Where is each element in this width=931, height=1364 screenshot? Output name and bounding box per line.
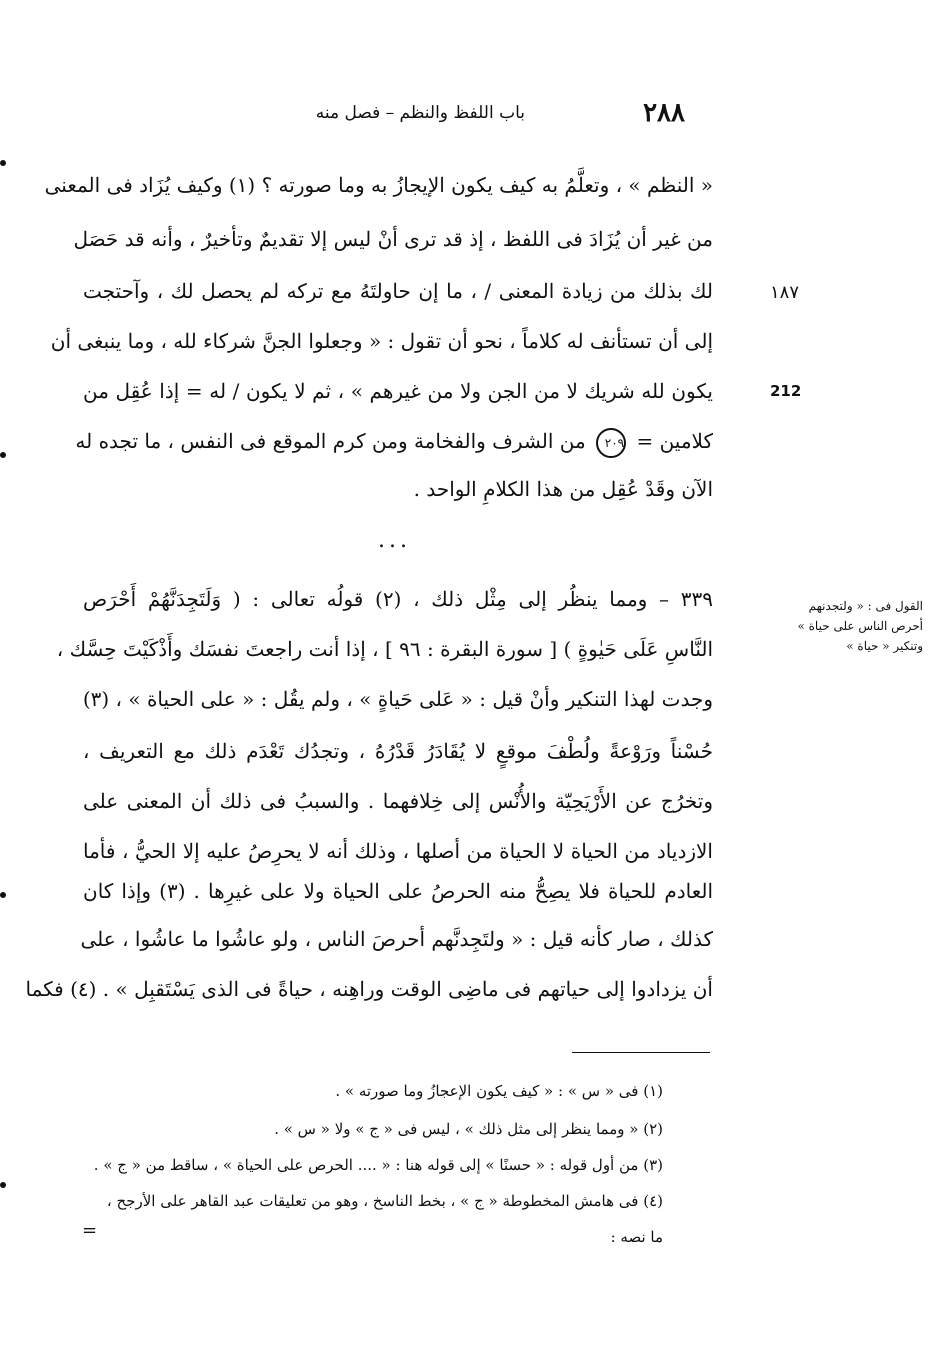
running-title: باب اللفظ والنظم – فصل منه [315,103,525,123]
text-line: النَّاسِ عَلَى حَيٰوةٍ ) [ سورة البقرة : ٩٦ ] ، إذا أنت راجعتَ نفسَك وأَذْكَيْتَ حِسَّك ، [56,637,713,661]
page-number: ٢٨٨ [643,98,685,128]
scan-dot [0,1182,6,1188]
footnote-rule [572,1052,710,1053]
text-segment: من الشرف والفخامة ومن كرم الموقع فى النفس ، ما تجده له [75,429,586,453]
side-note [723,596,923,656]
text-line: أن يزدادوا إلى حياتهم فى ماضِى الوقت وراهِنه ، حياةً فى الذى يَسْتَقبِل » . (٤) فكما [25,977,713,1001]
side-note-line: القول فى : « ولتجدنهم [808,599,923,613]
side-note-line: وتنكير « حياة » [846,639,923,653]
footnote: (٤) فى هامش المخطوطة « ج » ، بخط الناسخ ، وهو من تعليقات عبد القاهر على الأرجح ، [106,1192,663,1210]
text-line: وجدت لهذا التنكير وأنْ قيل : « عَلى حَياةٍ » ، ولم يقُل : « على الحياة » ، (٣) [82,687,713,711]
text-line: كذلك ، صار كأنه قيل : « ولتَجِدنَّهم أحرصَ الناس ، ولو عاشُوا ما عاشُوا ، على [80,927,713,951]
text-line: الآن وقَدْ عُقِل من هذا الكلامِ الواحد . [413,477,713,501]
page-header [290,98,685,134]
footnote: (٢) « ومما ينظر إلى مثل ذلك » ، ليس فى « ج » ولا « س » . [274,1120,663,1138]
scan-dot [0,160,6,166]
footnote: ما نصه : [610,1228,663,1246]
text-line-with-marker [75,424,713,458]
text-line: « النظم » ، وتعلَّمُ به كيف يكون الإيجازُ به وما صورته ؟ (١) وكيف يُزَاد فى المعنى [44,173,713,197]
section-separator: ... [378,528,411,553]
margin-number: 212 [770,382,802,400]
text-line: من غير أن يُزَادَ فى اللفظ ، إذ قد ترى أنْ ليس إلا تقديمٌ وتأخيرٌ ، وأنه قد حَصَل [73,227,713,251]
text-segment: كلامين = [636,429,713,453]
text-line: لك بذلك من زيادة المعنى / ، ما إن حاولتَهُ مع تركه لم يحصل لك ، وآحتجت [83,279,713,303]
text-line: الازدياد من الحياة لا الحياة من أصلها ، وذلك أنه لا يحرِصُ عليه إلا الحيُّ ، فأما [83,839,713,863]
scan-dot [0,892,6,898]
text-line: إلى أن تستأنف له كلاماً ، نحو أن تقول : « وجعلوا الجنَّ شركاء لله ، وما ينبغى أن [50,329,713,353]
side-note-line: أحرص الناس على حياة » [797,619,923,633]
text-line: وتخرُج عن الأَرْيَحِيّة والأُنْس إلى خِلافهما . والسببُ فى ذلك أن المعنى على [83,789,713,813]
continuation-mark: = [82,1220,98,1241]
scan-dot [0,452,6,458]
text-line: يكون لله شريك لا من الجن ولا من غيرهم » ، ثم لا يكون / له = إذا عُقِل من [83,379,713,403]
footnote: (٣) من أول قوله : « حسنًا » إلى قوله هنا : « .... الحرص على الحياة » ، ساقط من « ج » . [93,1156,663,1174]
text-line: العادم للحياة فلا يصِحُّ منه الحرصُ على الحياة ولا على غيرِها . (٣) وإذا كان [83,879,714,903]
text-line: ٣٣٩ – ومما ينظُر إلى مِثْل ذلك ، (٢) قولُه تعالى : ( وَلَتَجِدَنَّهُمْ أَحْرَص [83,587,713,611]
text-line: حُسْناً ورَوْعةً ولُطْفَ موقعٍ لا يُقَادَرُ قَدْرُهُ ، وتجدُك تَعْدَم ذلك مع التعريف ، [83,739,713,763]
footnote: (١) فى « س » : « كيف يكون الإعجازُ وما صورته » . [335,1082,663,1100]
circled-page-marker: ٢٠٩ [596,428,626,458]
margin-number: ١٨٧ [770,282,800,303]
